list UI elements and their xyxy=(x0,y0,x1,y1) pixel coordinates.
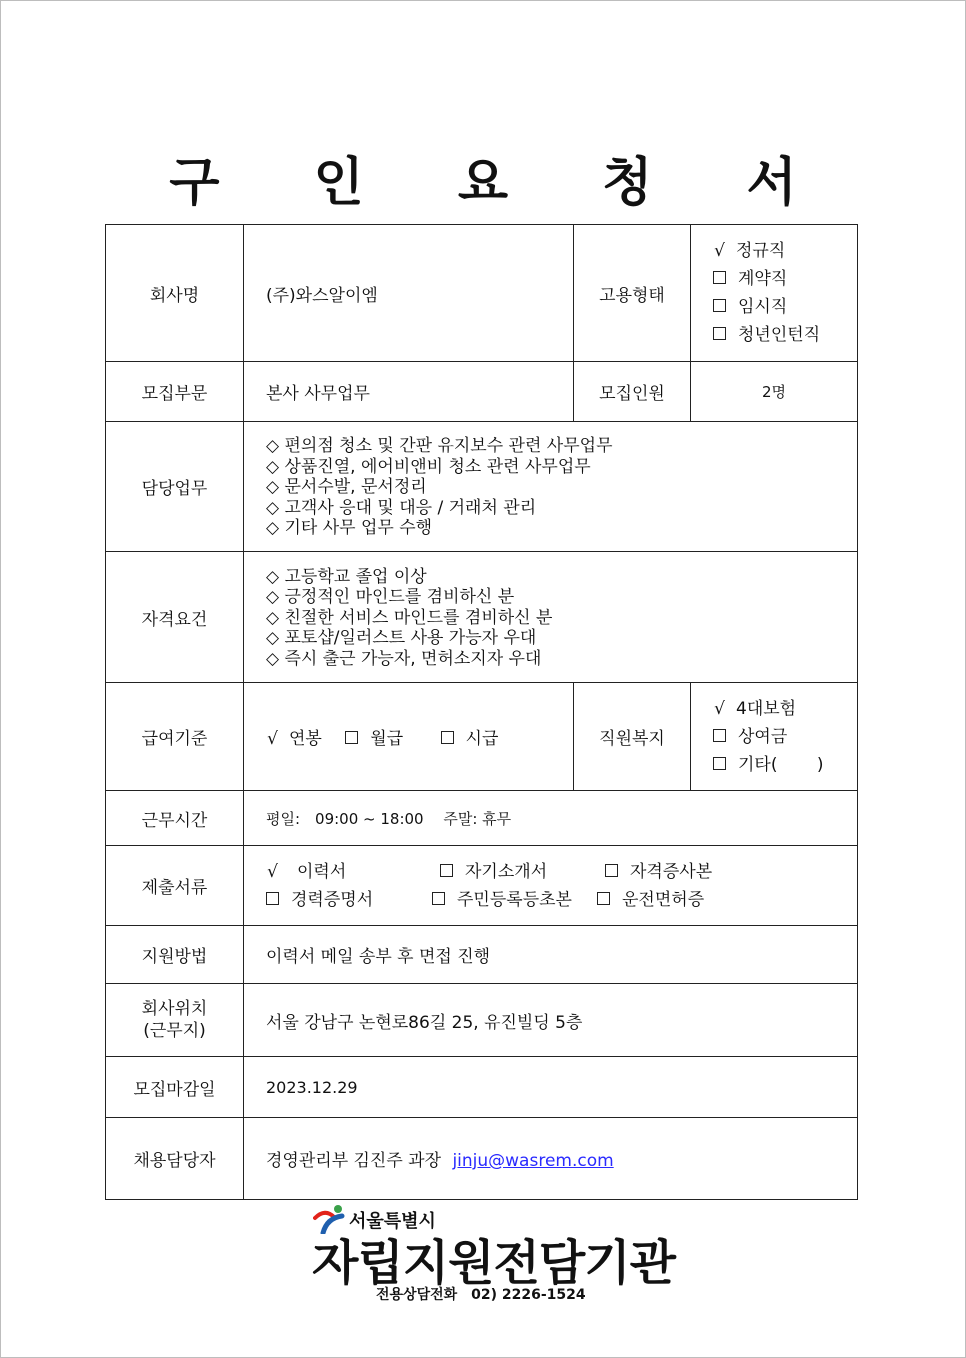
contact-person: 경영관리부 김진주 과장 xyxy=(266,1151,442,1171)
document-option[interactable]: 주민등록등초본 xyxy=(432,886,597,914)
row-contact xyxy=(106,1118,858,1200)
requirements-list xyxy=(244,552,858,683)
deadline-value: 2023.12.29 xyxy=(244,1057,858,1118)
hours-label: 근무시간 xyxy=(106,791,244,846)
list-item: ◇ 즉시 출근 가능자, 면허소지자 우대 xyxy=(266,648,542,669)
employment-option[interactable]: 계약직 xyxy=(713,265,857,293)
employment-label: 고용형태 xyxy=(574,225,691,362)
org-name-big: 자립지원전담기관 xyxy=(312,1235,675,1291)
salary-option[interactable]: 시급 xyxy=(441,724,499,749)
row-method xyxy=(106,926,858,984)
email-link[interactable]: jinju@wasrem.com xyxy=(452,1151,614,1171)
list-item: ◇ 고객사 응대 및 대응 / 거래처 관리 xyxy=(266,497,537,518)
salary-options xyxy=(244,683,574,791)
deadline-label: 모집마감일 xyxy=(106,1057,244,1118)
checkbox-empty-icon xyxy=(266,892,279,905)
row-duties xyxy=(106,422,858,552)
row-location xyxy=(106,984,858,1057)
row-company xyxy=(106,225,858,362)
checkbox-empty-icon xyxy=(441,731,454,744)
department-label: 모집부문 xyxy=(106,362,244,422)
row-hours xyxy=(106,791,858,846)
row-deadline xyxy=(106,1057,858,1118)
employment-option[interactable]: 임시직 xyxy=(713,293,857,321)
checkbox-empty-icon xyxy=(605,864,618,877)
document-option[interactable]: √ 이력서 xyxy=(266,858,440,886)
list-item: ◇ 친절한 서비스 마인드를 겸비하신 분 xyxy=(266,607,553,628)
document-option[interactable]: 자격증사본 xyxy=(605,858,712,886)
checkbox-empty-icon xyxy=(713,299,726,312)
list-item: ◇ 포토샵/일러스트 사용 가능자 우대 xyxy=(266,628,537,649)
location-label: 회사위치 (근무지) xyxy=(106,984,244,1057)
duties-list xyxy=(244,422,858,552)
checkbox-empty-icon xyxy=(713,729,726,742)
checkbox-empty-icon xyxy=(345,731,358,744)
company-label: 회사명 xyxy=(106,225,244,362)
list-item: ◇ 문서수발, 문서정리 xyxy=(266,477,427,498)
check-mark-icon: √ xyxy=(714,698,725,719)
row-requirements xyxy=(106,552,858,683)
list-item: ◇ 편의점 청소 및 간판 유지보수 관련 사무업무 xyxy=(266,436,613,457)
list-item: ◇ 기타 사무 업무 수행 xyxy=(266,518,433,539)
job-request-form xyxy=(105,224,858,1200)
welfare-label: 직원복지 xyxy=(574,683,691,791)
welfare-option[interactable]: 기타( ) xyxy=(713,751,857,779)
document-option[interactable]: 운전면허증 xyxy=(597,886,704,914)
department-value: 본사 사무업무 xyxy=(244,362,574,422)
headcount-label: 모집인원 xyxy=(574,362,691,422)
documents-options xyxy=(244,846,858,926)
employment-options xyxy=(691,225,858,362)
salary-label: 급여기준 xyxy=(106,683,244,791)
checkbox-empty-icon xyxy=(713,271,726,284)
documents-label: 제출서류 xyxy=(106,846,244,926)
checkbox-empty-icon xyxy=(713,327,726,340)
check-mark-icon: √ xyxy=(267,861,278,882)
salary-option[interactable]: √ 연봉 xyxy=(267,729,322,749)
checkbox-empty-icon xyxy=(440,864,453,877)
hours-value: 평일: 09:00 ~ 18:00 주말: 휴무 xyxy=(244,791,858,846)
method-value: 이력서 메일 송부 후 면접 진행 xyxy=(244,926,858,984)
headcount-value: 2명 xyxy=(691,362,858,422)
list-item: ◇ 긍정적인 마인드를 겸비하신 분 xyxy=(266,587,515,608)
hotline-text: 전용상담전화 02) 2226-1524 xyxy=(376,1287,586,1303)
welfare-options xyxy=(691,683,858,791)
check-mark-icon: √ xyxy=(267,729,278,749)
list-item: ◇ 상품진열, 에어비앤비 청소 관련 사무업무 xyxy=(266,456,591,477)
method-label: 지원방법 xyxy=(106,926,244,984)
row-department xyxy=(106,362,858,422)
welfare-option[interactable]: 상여금 xyxy=(713,723,857,751)
document-option[interactable]: 자기소개서 xyxy=(440,858,605,886)
check-mark-icon: √ xyxy=(714,241,725,261)
salary-option[interactable]: 월급 xyxy=(345,724,403,749)
duties-label: 담당업무 xyxy=(106,422,244,552)
requirements-label: 자격요건 xyxy=(106,552,244,683)
welfare-option[interactable]: √ 4대보험 xyxy=(713,695,857,723)
row-documents xyxy=(106,846,858,926)
checkbox-empty-icon xyxy=(432,892,445,905)
page-title: 구 인 요 청 서 xyxy=(169,153,835,213)
contact-label: 채용담당자 xyxy=(106,1118,244,1200)
contact-value xyxy=(244,1118,858,1200)
employment-option[interactable]: √ 정규직 xyxy=(713,237,857,265)
list-item: ◇ 고등학교 졸업 이상 xyxy=(266,566,427,587)
employment-option[interactable]: 청년인턴직 xyxy=(713,321,857,349)
checkbox-empty-icon xyxy=(597,892,610,905)
row-salary xyxy=(106,683,858,791)
document-option[interactable]: 경력증명서 xyxy=(266,886,432,914)
company-value: (주)와스알이엠 xyxy=(244,225,574,362)
checkbox-empty-icon xyxy=(713,757,726,770)
location-value: 서울 강남구 논현로86길 25, 유진빌딩 5층 xyxy=(244,984,858,1057)
org-name-small: 서울특별시 xyxy=(349,1211,436,1232)
